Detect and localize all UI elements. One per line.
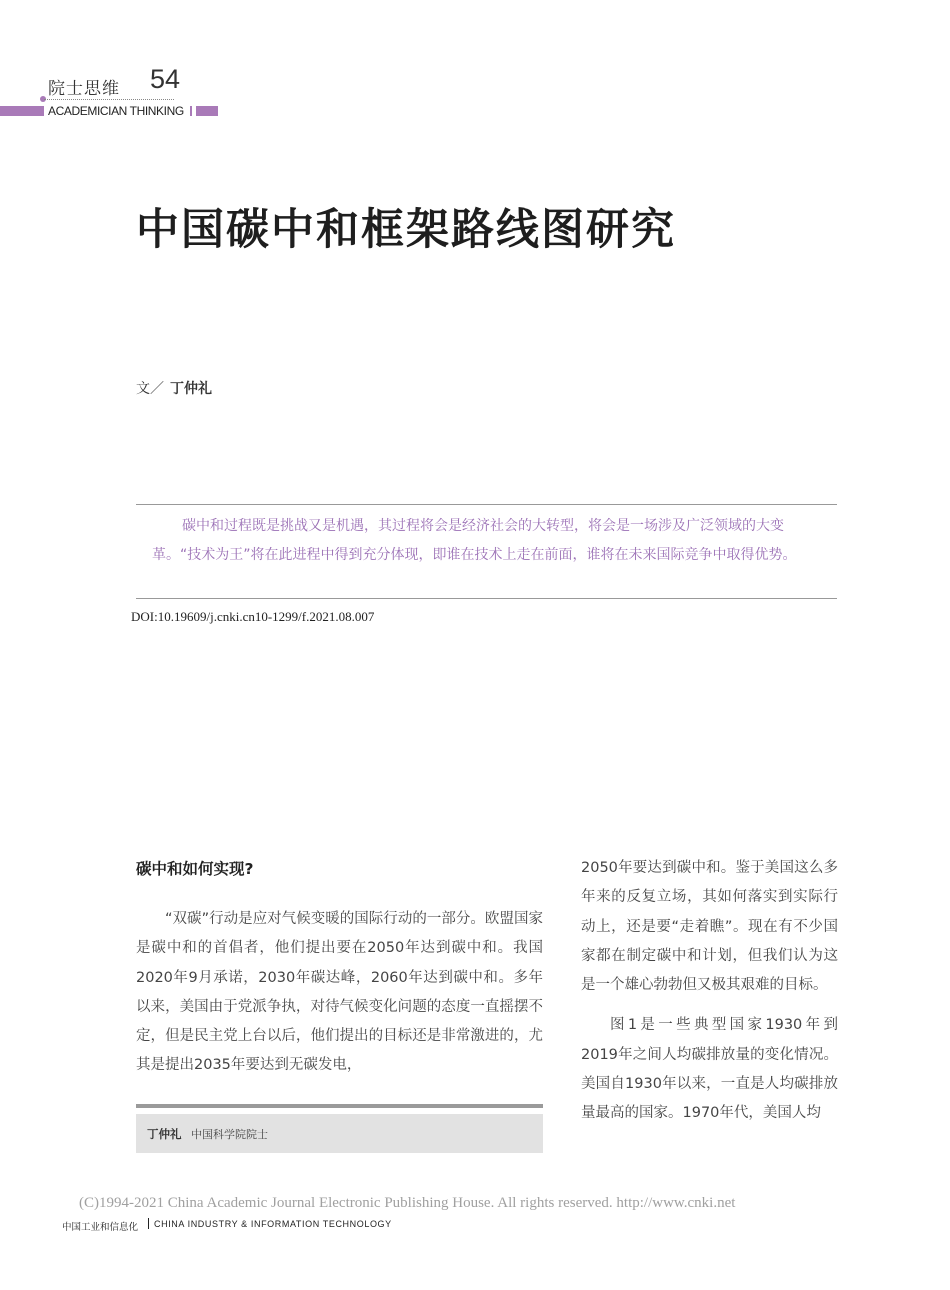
section-title-cn: 院士思维 (48, 79, 120, 99)
doi: DOI:10.19609/j.cnki.cn10-1299/f.2021.08.007 (131, 609, 375, 624)
byline-prefix: 文／ (136, 381, 164, 397)
body-paragraph: 图1是一些典型国家1930年到2019年之间人均碳排放量的变化情况。美国自1930年以来，一直是人均碳排放量最高的国家。1970年代，美国人均 (581, 1017, 838, 1122)
section-title-en: ACADEMICIAN THINKING (48, 104, 184, 118)
journal-name-en: CHINA INDUSTRY & INFORMATION TECHNOLOGY (154, 1219, 392, 1229)
copyright-notice: (C)1994-2021 China Academic Journal Electronic Publishing House. All rights reserved. http://www.cnki.net (79, 1195, 736, 1211)
journal-name-cn: 中国工业和信息化 (62, 1222, 139, 1233)
abstract-top-rule (136, 504, 837, 505)
header-accent-tick (190, 106, 192, 116)
body-paragraph: “双碳”行动是应对气候变暖的国际行动的一部分。欧盟国家是碳中和的首倡者，他们提出要在2050年达到碳中和。我国2020年9月承诺，2030年碳达峰，2060年达到碳中和。多年以来，美国由于党派争执，对待气候变化问题的态度一直摇摆不定，但是民主党上台以后，他们提出的目标还是非常激进的，尤其是提出2035年要达到无碳发电， (136, 911, 543, 1074)
abstract-bottom-rule (136, 598, 837, 599)
page-number: 54 (150, 64, 181, 94)
header-accent-bar-left (0, 106, 44, 116)
article-title: 中国碳中和框架路线图研究 (136, 205, 676, 255)
body-paragraph-continuation: 2050年要达到碳中和。鉴于美国这么多年来的反复立场，其如何落实到实际行动上，还是要“走着瞧”。现在有不少国家都在制定碳中和计划，但我们认为这是一个雄心勃勃但又极其艰难的目标。 (581, 860, 838, 994)
abstract-text: 碳中和过程既是挑战又是机遇，其过程将会是经济社会的大转型，将会是一场涉及广泛领域的大变革。“技术为王”将在此进程中得到充分体现，即谁在技术上走在前面，谁将在未来国际竞争中取得优势。 (152, 518, 797, 563)
author-name: 丁仲礼 (147, 1127, 182, 1141)
byline-author: 丁仲礼 (170, 381, 212, 397)
body-column-right (581, 854, 838, 1129)
section-subheading: 碳中和如何实现? (136, 860, 254, 878)
author-title: 中国科学院院士 (191, 1128, 268, 1141)
author-box-top-bar (136, 1104, 543, 1108)
byline (136, 378, 212, 398)
footer-separator (148, 1218, 149, 1229)
body-column-left (136, 905, 543, 1081)
header-dotted-divider (44, 99, 174, 100)
header-accent-bar-right (196, 106, 218, 116)
